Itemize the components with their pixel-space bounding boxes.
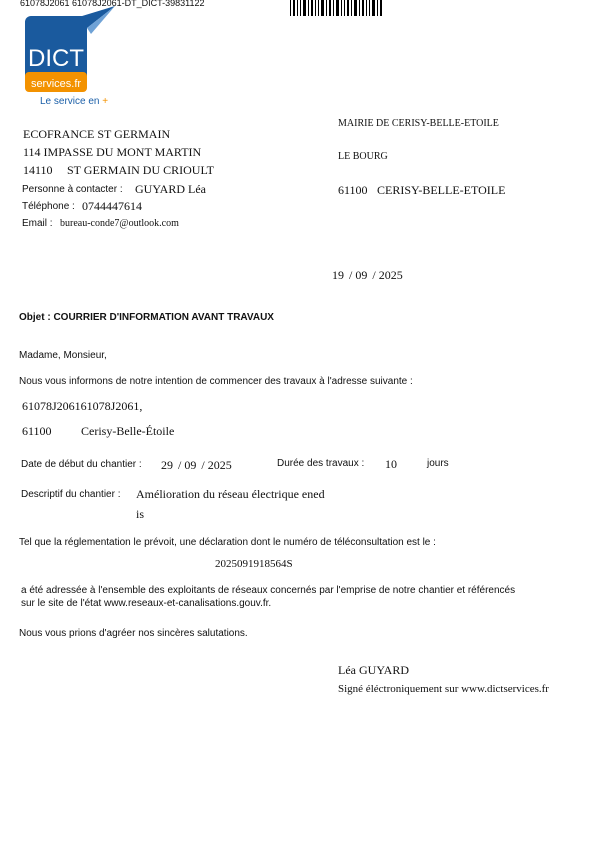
closing-text: Nous vous prions d'agréer nos sincères salutations. (19, 628, 248, 639)
signature-note: Signé éléctroniquement sur www.dictservices.fr (338, 683, 549, 695)
intro-text: Nous vous informons de notre intention de commencer des travaux à l'adresse suivante : (19, 376, 413, 387)
recipient-name: MAIRIE DE CERISY-BELLE-ETOILE (338, 118, 499, 129)
logo-bottom-text: services.fr (30, 78, 82, 90)
date-day: 19 (332, 268, 344, 282)
start-sep-1: / (178, 458, 182, 472)
contact-value: GUYARD Léa (135, 182, 206, 196)
duration-value: 10 (385, 457, 397, 471)
start-date-label: Date de début du chantier : (21, 459, 142, 470)
recipient-city: CERISY-BELLE-ETOILE (377, 183, 506, 197)
date-year: 2025 (378, 268, 403, 282)
document-reference: 61078J2061 61078J2061-DT_DICT-39831122 (20, 0, 205, 8)
dict-services-logo (25, 6, 117, 94)
sender-postcode: 14110 (23, 163, 53, 177)
barcode (290, 0, 382, 16)
email-value: bureau-conde7@outlook.com (60, 218, 179, 229)
sent-text-line-1: a été adressée à l'ensemble des exploitants de réseaux concernés par l'emprise de notre chantier et référencés (21, 585, 516, 596)
site-address: 61078J206161078J2061, (22, 399, 143, 413)
sender-company: ECOFRANCE ST GERMAIN (23, 127, 171, 141)
letter-object: Objet : COURRIER D'INFORMATION AVANT TRAVAUX (19, 312, 274, 323)
regulation-text: Tel que la réglementation le prévoit, une déclaration dont le numéro de téléconsultation est le : (19, 537, 436, 548)
tagline-plus: + (102, 96, 109, 107)
phone-value: 0744447614 (82, 199, 142, 213)
tagline (40, 96, 108, 107)
contact-label: Personne à contacter : (22, 184, 123, 195)
letter-date (332, 268, 403, 283)
start-month: 09 (184, 458, 197, 472)
site-city: Cerisy-Belle-Étoile (81, 424, 175, 438)
description-label: Descriptif du chantier : (21, 489, 121, 500)
start-year: 2025 (207, 458, 232, 472)
date-month: 09 (355, 268, 368, 282)
sent-text-line-2: sur le site de l'état www.reseaux-et-canalisations.gouv.fr. (21, 598, 272, 609)
description-line-1: Amélioration du réseau électrique ened (136, 487, 325, 501)
teleconsultation-number: 2025091918564S (215, 558, 293, 570)
date-sep-1: / (349, 268, 353, 282)
start-day: 29 (161, 458, 173, 472)
duration-label: Durée des travaux : (277, 458, 365, 469)
description-line-2: is (136, 507, 145, 521)
start-date-value (161, 458, 232, 473)
start-sep-2: / (201, 458, 205, 472)
duration-unit: jours (427, 458, 449, 469)
greeting: Madame, Monsieur, (19, 350, 107, 361)
tagline-text: Le service en (40, 96, 100, 107)
email-label: Email : (22, 218, 53, 229)
phone-label: Téléphone : (22, 201, 75, 212)
recipient-address: LE BOURG (338, 151, 388, 162)
date-sep-2: / (372, 268, 376, 282)
signature-name: Léa GUYARD (338, 663, 409, 677)
sender-address: 114 IMPASSE DU MONT MARTIN (23, 145, 202, 159)
recipient-postcode: 61100 (338, 183, 368, 197)
site-postcode: 61100 (22, 424, 52, 438)
sender-city: ST GERMAIN DU CRIOULT (67, 163, 215, 177)
logo-top-text: DICT (28, 45, 84, 72)
